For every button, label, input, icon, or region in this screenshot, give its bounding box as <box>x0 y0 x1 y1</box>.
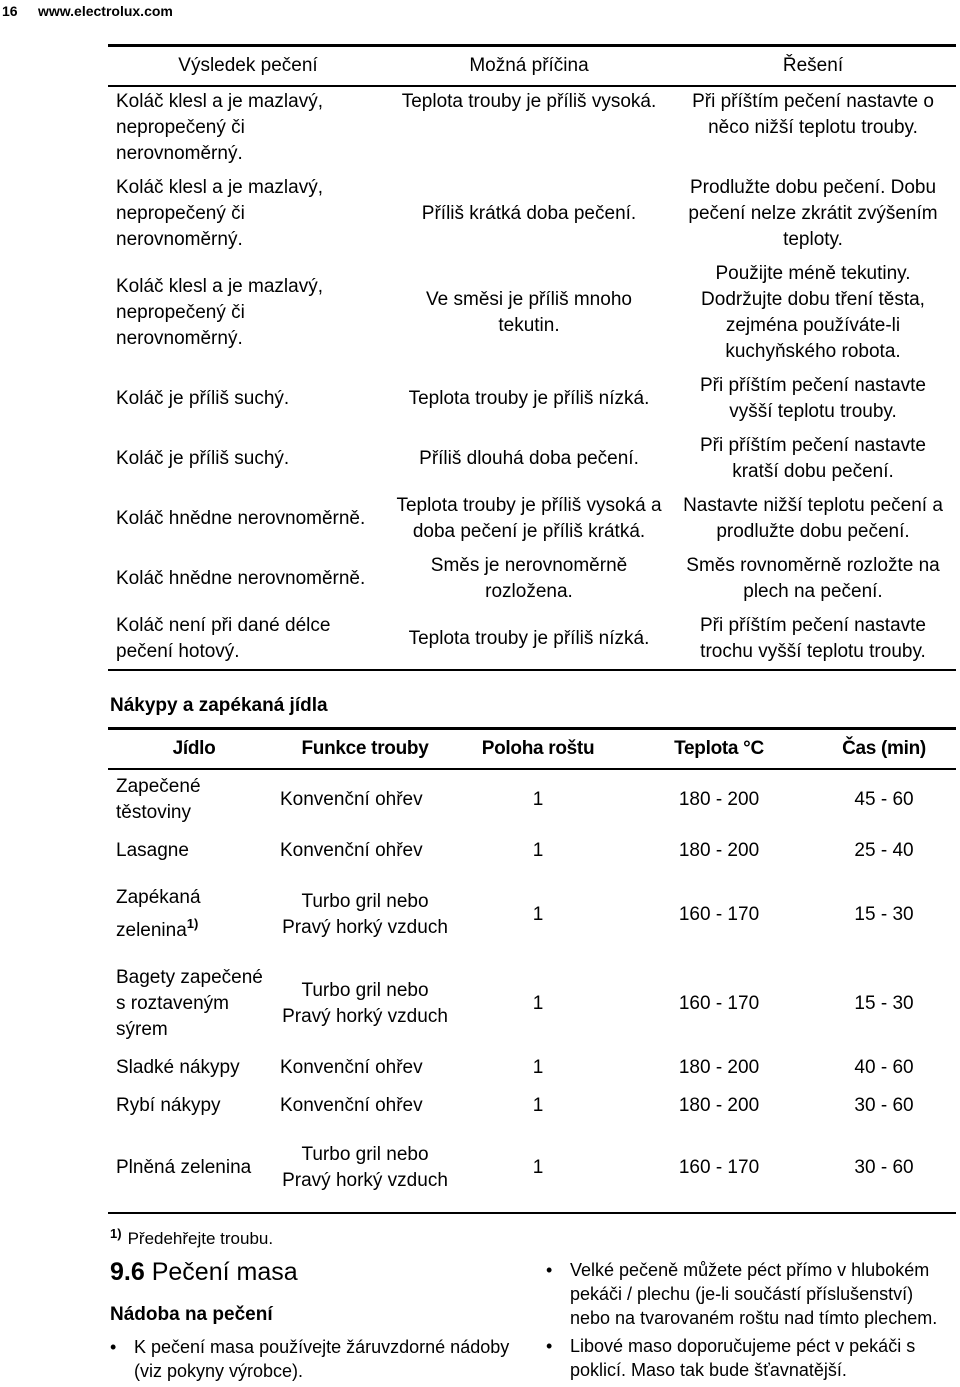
function-cell: Konvenční ohřev <box>280 789 423 810</box>
time-cell: 15 - 30 <box>854 992 914 1014</box>
table-row <box>108 769 956 831</box>
food-cell: Zapečené těstoviny <box>116 776 201 823</box>
table-header-row <box>108 729 956 769</box>
function-cell: Turbo gril nebo Pravý horký vzduch <box>282 890 448 938</box>
table-row <box>108 611 956 670</box>
cause-cell: Ve směsi je příliš mnoho tekutin. <box>426 288 632 336</box>
shelf-cell: 1 <box>532 839 544 861</box>
col-header-function: Funkce trouby <box>280 729 450 769</box>
time-cell: 30 - 60 <box>812 1125 956 1213</box>
shelf-cell: 1 <box>450 1125 626 1213</box>
result-cell: Koláč klesl a je mazlavý, nepropečený či nerovnoměrný. <box>116 176 323 250</box>
function-cell: Konvenční ohřev <box>280 1056 423 1078</box>
food-cell: Lasagne <box>116 839 189 861</box>
temp-cell: 160 - 170 <box>626 1125 812 1213</box>
result-cell: Koláč hnědne nerovnoměrně. <box>116 507 366 529</box>
shelf-cell: 1 <box>532 1056 544 1078</box>
function-cell: Turbo gril nebo Pravý horký vzduch <box>282 979 448 1027</box>
table-row <box>108 173 956 259</box>
section-number: 9.6 <box>110 1258 145 1286</box>
time-cell: 15 - 30 <box>854 903 914 925</box>
col-header-shelf: Poloha roštu <box>450 729 626 769</box>
shelf-cell: 1 <box>532 789 544 810</box>
function-cell: Konvenční ohřev <box>280 839 423 861</box>
time-cell: 45 - 60 <box>854 789 914 810</box>
temp-cell: 180 - 200 <box>678 789 760 810</box>
result-cell: Koláč není při dané délce pečení hotový. <box>108 611 388 670</box>
temp-cell: 180 - 200 <box>678 1094 760 1116</box>
food-text: Zapékaná zelenina <box>116 887 201 941</box>
time-cell: 25 - 40 <box>854 839 914 861</box>
cause-cell: Teplota trouby je příliš nízká. <box>388 611 670 670</box>
table-row <box>108 831 956 871</box>
time-cell: 40 - 60 <box>854 1056 914 1078</box>
page-header <box>0 0 173 22</box>
food-cell: Bagety zapečené s roztaveným sýrem <box>116 966 263 1040</box>
solution-cell: Směs rovnoměrně rozložte na plech na pečení. <box>686 554 940 602</box>
table-row <box>108 1125 956 1213</box>
list-item: • Libové maso doporučujeme péct v pekáči s poklicí. Maso tak bude šťavnatější. <box>546 1334 956 1382</box>
solution-cell: Při příštím pečení nastavte o něco nižší teplotu trouby. <box>692 90 934 138</box>
temp-cell: 180 - 200 <box>678 839 760 861</box>
shelf-cell: 1 <box>532 903 544 925</box>
result-cell: Koláč hnědne nerovnoměrně. <box>116 567 366 589</box>
col-header-solution: Řešení <box>670 46 956 86</box>
section-heading <box>110 1258 298 1287</box>
table-row <box>108 259 956 371</box>
result-cell: Koláč je příliš suchý. <box>116 447 290 469</box>
col-header-cause: Možná příčina <box>388 46 670 86</box>
food-cell <box>108 871 280 959</box>
col-header-result: Výsledek pečení <box>108 46 388 86</box>
table-row <box>108 86 956 173</box>
section-title: Nákypy a zapékaná jídla <box>110 695 328 716</box>
cause-cell: Směs je nerovnoměrně rozložena. <box>430 554 628 602</box>
result-cell: Koláč je příliš suchý. <box>116 387 290 409</box>
solution-cell: Nastavte nižší teplotu pečení a prodlužte dobu pečení. <box>683 494 943 542</box>
solution-cell: Prodlužte dobu pečení. Dobu pečení nelze zkrátit zvýšením teploty. <box>688 176 938 250</box>
food-cell: Rybí nákypy <box>116 1094 221 1116</box>
solution-cell: Použijte méně tekutiny. Dodržujte dobu tření těsta, zejména používáte-li kuchyňského robota. <box>701 262 925 362</box>
temp-cell: 160 - 170 <box>678 992 760 1014</box>
footnote-marker: 1) <box>186 916 199 931</box>
site-url: www.electrolux.com <box>38 3 173 19</box>
table-row <box>108 371 956 431</box>
table-row <box>108 431 956 491</box>
cause-cell: Teplota trouby je příliš vysoká. <box>401 90 657 112</box>
solution-cell: Při příštím pečení nastavte kratší dobu pečení. <box>700 434 926 482</box>
section-heading-text: Pečení masa <box>151 1258 298 1286</box>
solution-cell: Při příštím pečení nastavte vyšší teplotu trouby. <box>700 374 926 422</box>
cause-cell: Teplota trouby je příliš vysoká a doba pečení je příliš krátká. <box>396 494 662 542</box>
table-row <box>108 959 956 1049</box>
table-row <box>108 1087 956 1125</box>
page-number: 16 <box>2 3 18 19</box>
table-footnote <box>110 1226 273 1249</box>
troubleshooting-table <box>108 44 956 671</box>
table-row <box>108 491 956 551</box>
function-cell: Konvenční ohřev <box>280 1094 423 1116</box>
table-row <box>108 1049 956 1087</box>
footnote-text: Předehřejte troubu. <box>127 1229 274 1248</box>
list-item: • Velké pečeně můžete péct přímo v hlubokém pekáči / plechu (je-li součástí příslušenství) nebo na tvarovaném roštu nad tímto plechem. <box>546 1258 956 1330</box>
bullet-list-right <box>546 1258 956 1386</box>
col-header-time: Čas (min) <box>812 729 956 769</box>
cause-cell: Příliš krátká doba pečení. <box>421 202 637 224</box>
solution-cell: Při příštím pečení nastavte trochu vyšší teplotu trouby. <box>670 611 956 670</box>
food-cell: Sladké nákypy <box>116 1056 240 1078</box>
table-header-row <box>108 46 956 86</box>
temp-cell: 160 - 170 <box>678 903 760 925</box>
col-header-food: Jídlo <box>108 729 280 769</box>
col-header-temp: Teplota °C <box>626 729 812 769</box>
bullet-list-left <box>110 1335 530 1387</box>
result-cell: Koláč klesl a je mazlavý, nepropečený či nerovnoměrný. <box>116 90 323 164</box>
time-cell: 30 - 60 <box>854 1094 914 1116</box>
temp-cell: 180 - 200 <box>678 1056 760 1078</box>
bakes-table <box>108 727 956 1214</box>
result-cell: Koláč klesl a je mazlavý, nepropečený či nerovnoměrný. <box>116 275 323 349</box>
table-row <box>108 551 956 611</box>
cause-cell: Teplota trouby je příliš nízká. <box>408 387 650 409</box>
cause-cell: Příliš dlouhá doba pečení. <box>419 447 639 469</box>
list-item: • K pečení masa používejte žáruvzdorné nádoby (viz pokyny výrobce). <box>110 1335 530 1383</box>
shelf-cell: 1 <box>532 992 544 1014</box>
table-row <box>108 871 956 959</box>
subsection-heading: Nádoba na pečení <box>110 1304 273 1325</box>
footnote-marker: 1) <box>110 1226 122 1241</box>
function-cell: Turbo gril nebo Pravý horký vzduch <box>280 1125 450 1213</box>
shelf-cell: 1 <box>532 1094 544 1116</box>
food-cell: Plněná zelenina <box>108 1125 280 1213</box>
